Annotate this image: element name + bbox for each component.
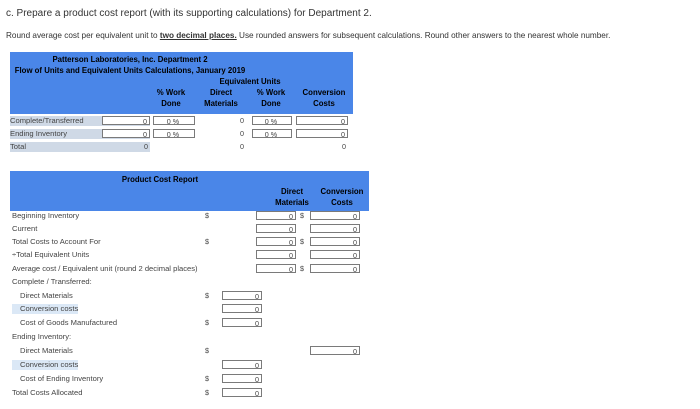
col-conversion-b: Costs	[313, 99, 335, 108]
col-conversion-a: Conversion	[302, 88, 346, 97]
col-direct-a: Direct	[209, 88, 233, 97]
row-beginning-inventory: Beginning Inventory	[12, 211, 80, 220]
flow-ending-pct1-input[interactable]: 0 %	[153, 129, 195, 138]
col-work-done-2b: Done	[261, 99, 281, 108]
col-dm-b: Materials	[275, 198, 309, 207]
ei-cc-input[interactable]: 0	[222, 360, 262, 369]
ei-dm-input[interactable]: 0	[310, 346, 360, 355]
dollar-sign: $	[300, 264, 304, 273]
instructions-suffix: Use rounded answers for subsequent calculations. Round other answers to the nearest whole number.	[236, 31, 611, 40]
dollar-sign: $	[205, 237, 209, 246]
cur-cc-input[interactable]: 0	[310, 224, 360, 233]
tc-cc-input[interactable]: 0	[310, 237, 360, 246]
row-cogm: Cost of Goods Manufactured	[20, 318, 118, 327]
row-total-equiv: ÷Total Equivalent Units	[12, 250, 90, 259]
dollar-sign: $	[205, 388, 209, 397]
cost-report-header	[10, 171, 369, 211]
row-ct-cc: Conversion costs	[12, 304, 78, 314]
ct-cc-input[interactable]: 0	[222, 304, 262, 313]
flow-total-dm-value: 0	[240, 142, 244, 151]
row-complete-transferred: Complete / Transferred:	[12, 277, 92, 286]
flow-complete-pct1-input[interactable]: 0 %	[153, 116, 195, 125]
cur-dm-input[interactable]: 0	[256, 224, 296, 233]
question-part-c: c. Prepare a product cost report (with its supporting calculations) for Department 2.	[6, 8, 372, 19]
avg-dm-input[interactable]: 0	[256, 264, 296, 273]
bi-cc-input[interactable]: 0	[310, 211, 360, 220]
cost-ei-input[interactable]: 0	[222, 374, 262, 383]
dollar-sign: $	[205, 374, 209, 383]
dollar-sign: $	[300, 211, 304, 220]
col-cc-a: Conversion	[320, 187, 364, 196]
dollar-sign: $	[205, 291, 209, 300]
bi-dm-input[interactable]: 0	[256, 211, 296, 220]
dollar-sign: $	[205, 211, 209, 220]
dollar-sign: $	[205, 318, 209, 327]
flow-subtitle: Flow of Units and Equivalent Units Calculations, January 2019	[14, 66, 246, 75]
row-current: Current	[12, 224, 38, 233]
flow-ending-units-input[interactable]: 0	[102, 129, 150, 138]
cogm-input[interactable]: 0	[222, 318, 262, 327]
flow-ending-dm-value: 0	[240, 129, 244, 138]
row-ct-dm: Direct Materials	[20, 291, 73, 300]
col-work-done-1a: % Work	[156, 88, 186, 97]
col-dm-a: Direct	[280, 187, 304, 196]
company-title: Patterson Laboratories, Inc. Department 2	[52, 55, 208, 64]
instructions	[6, 31, 610, 40]
row-avg-cost: Average cost / Equivalent unit (round 2 decimal places)	[12, 264, 198, 273]
avg-cc-input[interactable]: 0	[310, 264, 360, 273]
col-work-done-2a: % Work	[256, 88, 286, 97]
equiv-units-header: Equivalent Units	[219, 77, 281, 86]
flow-complete-pct2-input[interactable]: 0 %	[252, 116, 292, 125]
tc-dm-input[interactable]: 0	[256, 237, 296, 246]
te-cc-input[interactable]: 0	[310, 250, 360, 259]
cost-report-title: Product Cost Report	[121, 175, 199, 184]
row-ei-dm: Direct Materials	[20, 346, 73, 355]
row-total-allocated: Total Costs Allocated	[12, 388, 83, 397]
row-ending-inventory: Ending Inventory:	[12, 332, 72, 341]
flow-total-cc-value: 0	[342, 142, 346, 151]
instructions-prefix: Round average cost per equivalent unit to	[6, 31, 160, 40]
dollar-sign: $	[300, 237, 304, 246]
te-dm-input[interactable]: 0	[256, 250, 296, 259]
instructions-emphasis: two decimal places.	[159, 31, 237, 40]
col-direct-b: Materials	[204, 99, 238, 108]
flow-total-units-value: 0	[144, 142, 148, 151]
flow-table-header	[10, 52, 353, 114]
ct-dm-input[interactable]: 0	[222, 291, 262, 300]
col-work-done-1b: Done	[161, 99, 181, 108]
dollar-sign: $	[205, 346, 209, 355]
flow-row-ending-label: Ending Inventory	[10, 129, 150, 139]
row-cost-ending: Cost of Ending Inventory	[20, 374, 104, 383]
row-ei-cc: Conversion costs	[12, 360, 78, 370]
flow-row-total-label: Total	[10, 142, 150, 152]
col-cc-b: Costs	[331, 198, 353, 207]
flow-complete-cc-input[interactable]: 0	[296, 116, 348, 125]
row-total-costs: Total Costs to Account For	[12, 237, 101, 246]
flow-ending-pct2-input[interactable]: 0 %	[252, 129, 292, 138]
flow-row-complete-label: Complete/Transferred	[10, 116, 150, 126]
flow-complete-units-input[interactable]: 0	[102, 116, 150, 125]
flow-complete-dm-value: 0	[240, 116, 244, 125]
total-alloc-input[interactable]: 0	[222, 388, 262, 397]
flow-ending-cc-input[interactable]: 0	[296, 129, 348, 138]
